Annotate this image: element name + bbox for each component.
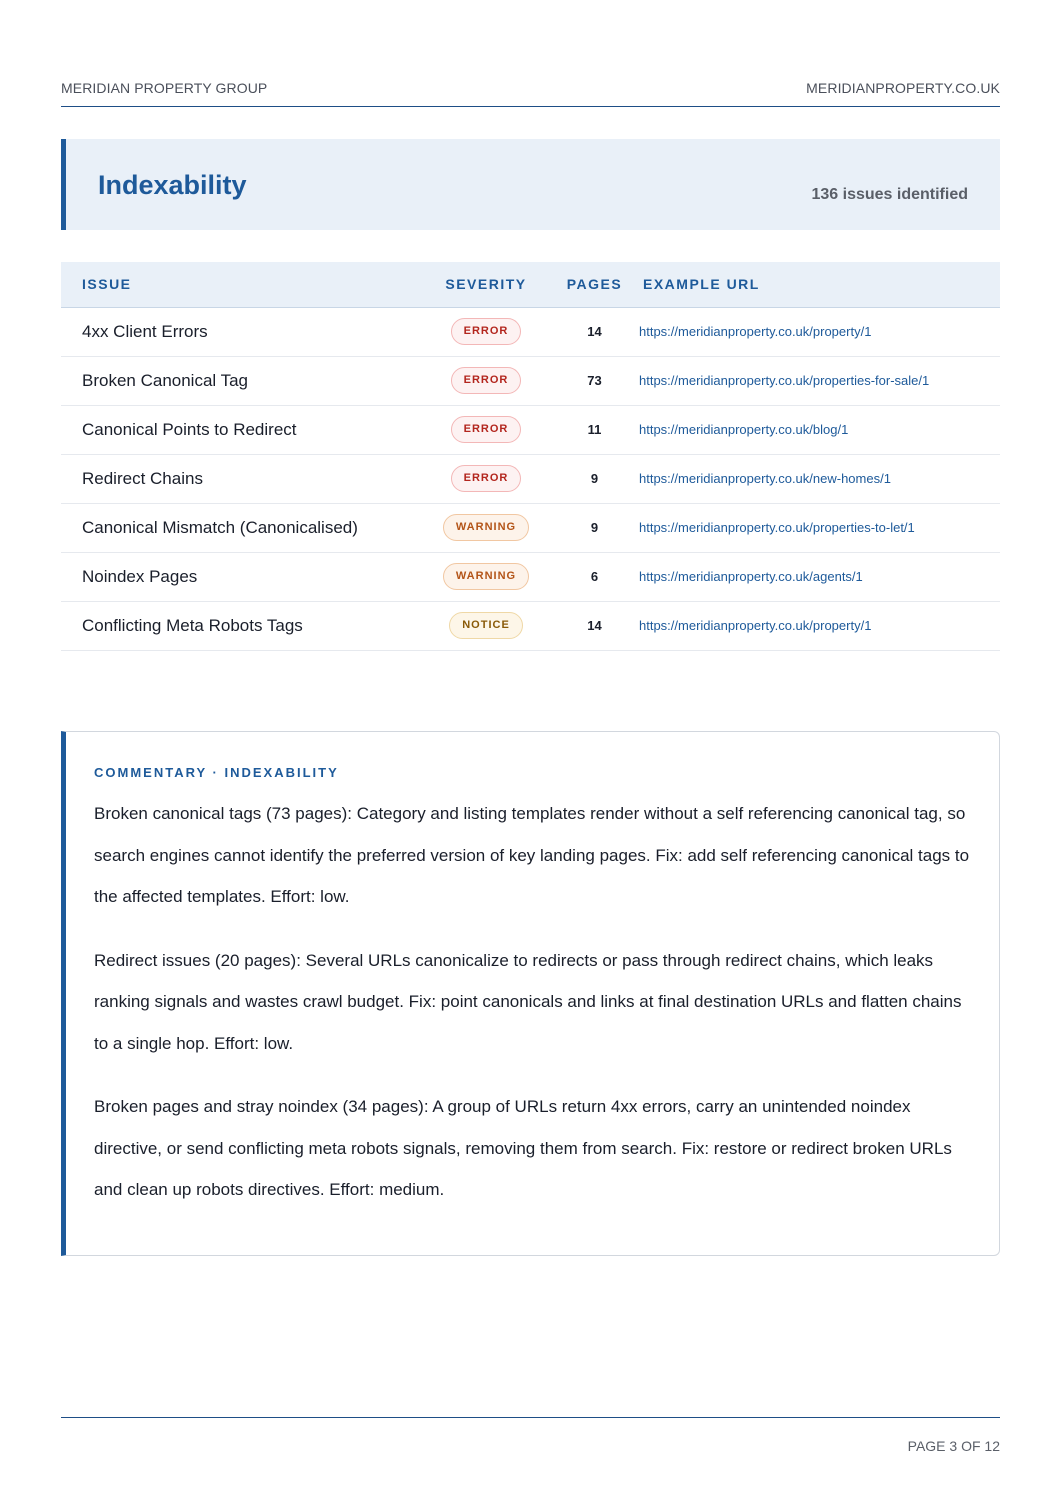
table-row [61,601,1000,650]
section-title: Indexability [98,170,247,200]
issue-count: 136 issues identified [811,186,968,203]
issue-name: Conflicting Meta Robots Tags [61,601,416,650]
page-count: 14 [556,601,633,650]
page-count: 73 [556,356,633,405]
page-footer [61,1417,1000,1454]
page-number: PAGE 3 OF 12 [907,1438,1000,1454]
page-header [61,80,1000,107]
company-name: MERIDIAN PROPERTY GROUP [61,80,268,96]
page-count: 9 [556,454,633,503]
severity-badge: WARNING [443,514,529,541]
table-row [61,552,1000,601]
severity-badge: ERROR [451,367,522,394]
commentary-box [61,731,1000,1256]
example-url-link[interactable]: https://meridianproperty.co.uk/new-homes/1 [633,454,1000,503]
table-row [61,454,1000,503]
page-count: 11 [556,405,633,454]
table-row [61,405,1000,454]
issue-name: 4xx Client Errors [61,307,416,356]
severity-badge: ERROR [451,465,522,492]
company-domain: MERIDIANPROPERTY.CO.UK [806,80,1000,96]
section-header [61,139,1000,230]
example-url-link[interactable]: https://meridianproperty.co.uk/properties-to-let/1 [633,503,1000,552]
issue-name: Broken Canonical Tag [61,356,416,405]
example-url-link[interactable]: https://meridianproperty.co.uk/blog/1 [633,405,1000,454]
issue-name: Noindex Pages [61,552,416,601]
table-row [61,307,1000,356]
column-header-pages: PAGES [556,262,633,307]
commentary-paragraph: Broken pages and stray noindex (34 pages): A group of URLs return 4xx errors, carry an unintended noindex directive, or send conflicting meta robots signals, removing them from search. Fix: restore or redirect broken URLs and clean up robots directives. Effort: medium. [94,1097,952,1199]
issue-name: Redirect Chains [61,454,416,503]
severity-badge: WARNING [443,563,529,590]
column-header-severity: SEVERITY [416,262,556,307]
severity-badge: NOTICE [449,612,523,639]
example-url-link[interactable]: https://meridianproperty.co.uk/properties-for-sale/1 [633,356,1000,405]
issue-name: Canonical Points to Redirect [61,405,416,454]
commentary-paragraph: Redirect issues (20 pages): Several URLs canonicalize to redirects or pass through redirect chains, which leaks ranking signals and wastes crawl budget. Fix: point canonicals and links at final destination URLs and flatten chains to a single hop. Effort: low. [94,950,962,1053]
severity-badge: ERROR [451,318,522,345]
column-header-url: EXAMPLE URL [633,262,1000,307]
table-row [61,503,1000,552]
table-header-row [61,262,1000,307]
page-count: 14 [556,307,633,356]
example-url-link[interactable]: https://meridianproperty.co.uk/property/1 [633,601,1000,650]
issues-table [61,262,1000,651]
commentary-paragraph: Broken canonical tags (73 pages): Category and listing templates render without a self referencing canonical tag, so search engines cannot identify the preferred version of key landing pages. Fix: add self referencing canonical tags to the affected templates. Effort: low. [94,804,970,906]
severity-badge: ERROR [451,416,522,443]
page-count: 9 [556,503,633,552]
example-url-link[interactable]: https://meridianproperty.co.uk/property/1 [633,307,1000,356]
table-row [61,356,1000,405]
page-count: 6 [556,552,633,601]
example-url-link[interactable]: https://meridianproperty.co.uk/agents/1 [633,552,1000,601]
commentary-label: COMMENTARY · INDEXABILITY [94,765,339,780]
issue-name: Canonical Mismatch (Canonicalised) [61,503,416,552]
column-header-issue: ISSUE [61,262,416,307]
